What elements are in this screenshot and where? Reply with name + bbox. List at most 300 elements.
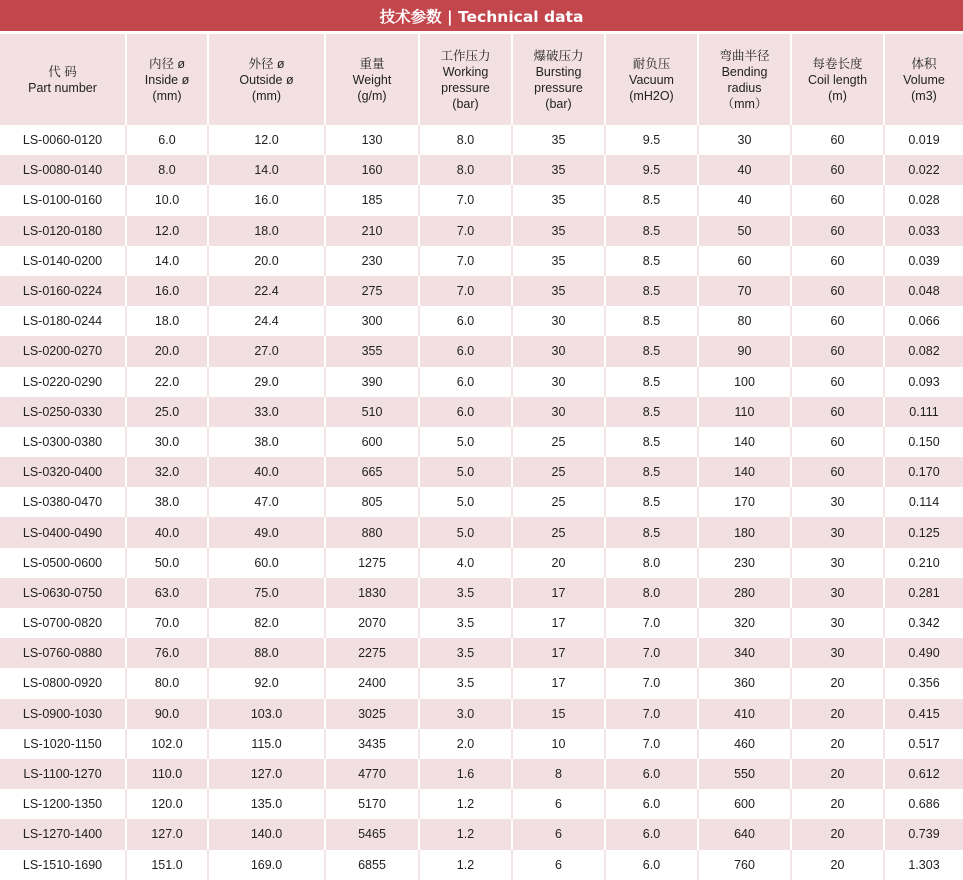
cell-outside-diameter: 82.0 [208,608,325,638]
table-row [0,668,963,698]
cell-vacuum: 8.5 [605,517,698,547]
cell-volume: 0.022 [884,155,963,185]
cell-inside-diameter: 151.0 [126,850,208,880]
table-body [0,125,963,880]
cell-outside-diameter: 92.0 [208,668,325,698]
cell-coil-length: 20 [791,668,884,698]
cell-bursting-pressure: 25 [512,457,605,487]
cell-weight: 390 [325,367,419,397]
cell-vacuum: 8.5 [605,306,698,336]
cell-volume: 0.490 [884,638,963,668]
cell-bursting-pressure: 17 [512,578,605,608]
cell-bursting-pressure: 35 [512,246,605,276]
cell-bursting-pressure: 35 [512,125,605,155]
cell-part-number: LS-0500-0600 [0,548,126,578]
cell-outside-diameter: 103.0 [208,699,325,729]
cell-volume: 0.356 [884,668,963,698]
table-row [0,578,963,608]
cell-coil-length: 60 [791,306,884,336]
cell-bending-radius: 340 [698,638,791,668]
column-header-line: 重量 [359,56,385,71]
cell-coil-length: 20 [791,819,884,849]
cell-volume: 0.028 [884,185,963,215]
cell-vacuum: 8.5 [605,457,698,487]
cell-weight: 355 [325,336,419,366]
cell-working-pressure: 3.5 [419,638,512,668]
cell-vacuum: 7.0 [605,638,698,668]
cell-bending-radius: 640 [698,819,791,849]
cell-part-number: LS-0100-0160 [0,185,126,215]
cell-coil-length: 20 [791,850,884,880]
cell-inside-diameter: 12.0 [126,216,208,246]
column-header-inside-diameter [126,34,208,125]
cell-weight: 3025 [325,699,419,729]
cell-outside-diameter: 60.0 [208,548,325,578]
cell-inside-diameter: 6.0 [126,125,208,155]
cell-weight: 2070 [325,608,419,638]
cell-vacuum: 8.5 [605,185,698,215]
cell-bending-radius: 100 [698,367,791,397]
table-row [0,336,963,366]
column-header-line: Part number [28,80,97,95]
column-header-line: (mm) [152,88,182,103]
column-header-bending-radius [698,34,791,125]
cell-bending-radius: 80 [698,306,791,336]
column-header-coil-length [791,34,884,125]
table-row [0,306,963,336]
cell-bending-radius: 40 [698,155,791,185]
table-row [0,457,963,487]
cell-part-number: LS-0180-0244 [0,306,126,336]
cell-coil-length: 60 [791,336,884,366]
cell-weight: 185 [325,185,419,215]
column-header-line: (mm) [251,88,282,103]
cell-volume: 0.066 [884,306,963,336]
table-row [0,427,963,457]
cell-part-number: LS-0120-0180 [0,216,126,246]
cell-bending-radius: 460 [698,729,791,759]
cell-inside-diameter: 127.0 [126,819,208,849]
cell-coil-length: 60 [791,276,884,306]
cell-inside-diameter: 120.0 [126,789,208,819]
cell-coil-length: 60 [791,367,884,397]
cell-part-number: LS-0140-0200 [0,246,126,276]
cell-volume: 0.170 [884,457,963,487]
cell-outside-diameter: 38.0 [208,427,325,457]
cell-bending-radius: 140 [698,427,791,457]
cell-part-number: LS-1200-1350 [0,789,126,819]
cell-inside-diameter: 30.0 [126,427,208,457]
column-header-line: (bar) [545,96,572,111]
cell-part-number: LS-0160-0224 [0,276,126,306]
column-header-line: 外径 ø [248,56,285,71]
column-header-outside-diameter [208,34,325,125]
cell-bursting-pressure: 10 [512,729,605,759]
column-header-line: pressure [441,80,490,95]
cell-outside-diameter: 16.0 [208,185,325,215]
cell-vacuum: 8.5 [605,216,698,246]
cell-volume: 0.281 [884,578,963,608]
column-header-line: （mm） [721,96,768,111]
cell-outside-diameter: 18.0 [208,216,325,246]
cell-bursting-pressure: 20 [512,548,605,578]
table-row [0,397,963,427]
cell-inside-diameter: 110.0 [126,759,208,789]
cell-outside-diameter: 29.0 [208,367,325,397]
cell-bursting-pressure: 25 [512,517,605,547]
cell-volume: 0.039 [884,246,963,276]
cell-inside-diameter: 50.0 [126,548,208,578]
cell-working-pressure: 3.5 [419,578,512,608]
table-row [0,487,963,517]
cell-outside-diameter: 169.0 [208,850,325,880]
cell-vacuum: 8.5 [605,427,698,457]
cell-inside-diameter: 40.0 [126,517,208,547]
table-row [0,850,963,880]
cell-working-pressure: 5.0 [419,517,512,547]
cell-coil-length: 30 [791,487,884,517]
cell-coil-length: 30 [791,638,884,668]
cell-weight: 5465 [325,819,419,849]
cell-part-number: LS-0700-0820 [0,608,126,638]
cell-bending-radius: 230 [698,548,791,578]
cell-bending-radius: 600 [698,789,791,819]
cell-volume: 0.342 [884,608,963,638]
cell-bending-radius: 760 [698,850,791,880]
cell-weight: 300 [325,306,419,336]
cell-coil-length: 20 [791,729,884,759]
cell-inside-diameter: 14.0 [126,246,208,276]
column-header-line: 内径 ø [148,56,186,71]
cell-vacuum: 8.5 [605,276,698,306]
table-row [0,246,963,276]
table-row [0,276,963,306]
cell-vacuum: 8.5 [605,246,698,276]
cell-outside-diameter: 140.0 [208,819,325,849]
cell-vacuum: 8.5 [605,367,698,397]
cell-volume: 0.033 [884,216,963,246]
column-header-line: Weight [352,72,392,87]
column-header-line: Outside ø [239,72,294,87]
cell-bursting-pressure: 35 [512,216,605,246]
technical-data-table [0,34,963,880]
cell-part-number: LS-0080-0140 [0,155,126,185]
cell-bursting-pressure: 30 [512,336,605,366]
cell-bursting-pressure: 25 [512,427,605,457]
cell-part-number: LS-0400-0490 [0,517,126,547]
cell-volume: 1.303 [884,850,963,880]
column-header-weight [325,34,419,125]
cell-coil-length: 30 [791,608,884,638]
cell-part-number: LS-0300-0380 [0,427,126,457]
cell-inside-diameter: 22.0 [126,367,208,397]
cell-bursting-pressure: 6 [512,819,605,849]
cell-part-number: LS-0380-0470 [0,487,126,517]
cell-volume: 0.111 [884,397,963,427]
cell-coil-length: 60 [791,246,884,276]
cell-bursting-pressure: 6 [512,850,605,880]
cell-outside-diameter: 27.0 [208,336,325,366]
cell-part-number: LS-0900-1030 [0,699,126,729]
cell-volume: 0.612 [884,759,963,789]
column-header-line: 弯曲半径 [719,48,770,63]
table-row [0,729,963,759]
cell-volume: 0.093 [884,367,963,397]
cell-weight: 665 [325,457,419,487]
cell-vacuum: 8.5 [605,336,698,366]
cell-vacuum: 7.0 [605,608,698,638]
column-header-line: 爆破压力 [533,48,584,63]
column-header-part-number [0,34,126,125]
cell-coil-length: 60 [791,185,884,215]
table-row [0,789,963,819]
cell-coil-length: 30 [791,517,884,547]
cell-working-pressure: 7.0 [419,246,512,276]
cell-working-pressure: 3.5 [419,608,512,638]
cell-weight: 2400 [325,668,419,698]
table-row [0,819,963,849]
cell-working-pressure: 5.0 [419,427,512,457]
column-header-line: Inside ø [144,72,190,87]
cell-part-number: LS-0250-0330 [0,397,126,427]
cell-weight: 210 [325,216,419,246]
cell-working-pressure: 1.2 [419,789,512,819]
cell-working-pressure: 1.2 [419,819,512,849]
cell-inside-diameter: 25.0 [126,397,208,427]
column-header-bursting-pressure [512,34,605,125]
cell-vacuum: 8.5 [605,397,698,427]
cell-inside-diameter: 80.0 [126,668,208,698]
cell-part-number: LS-1020-1150 [0,729,126,759]
cell-outside-diameter: 20.0 [208,246,325,276]
cell-part-number: LS-0200-0270 [0,336,126,366]
column-header-line: 工作压力 [440,48,491,63]
cell-volume: 0.210 [884,548,963,578]
cell-volume: 0.150 [884,427,963,457]
cell-weight: 805 [325,487,419,517]
cell-weight: 5170 [325,789,419,819]
cell-working-pressure: 5.0 [419,487,512,517]
cell-bending-radius: 70 [698,276,791,306]
cell-outside-diameter: 115.0 [208,729,325,759]
column-header-line: 每卷长度 [812,56,863,71]
cell-coil-length: 60 [791,427,884,457]
cell-bending-radius: 320 [698,608,791,638]
table-row [0,699,963,729]
cell-weight: 510 [325,397,419,427]
cell-inside-diameter: 20.0 [126,336,208,366]
column-header-line: Volume [903,72,945,87]
table-row [0,216,963,246]
cell-bending-radius: 360 [698,668,791,698]
cell-inside-diameter: 8.0 [126,155,208,185]
cell-outside-diameter: 14.0 [208,155,325,185]
column-header-line: pressure [534,80,583,95]
cell-part-number: LS-1100-1270 [0,759,126,789]
cell-working-pressure: 4.0 [419,548,512,578]
cell-bursting-pressure: 17 [512,638,605,668]
column-header-vacuum [605,34,698,125]
cell-working-pressure: 8.0 [419,155,512,185]
cell-bursting-pressure: 30 [512,367,605,397]
cell-bending-radius: 170 [698,487,791,517]
cell-outside-diameter: 75.0 [208,578,325,608]
cell-part-number: LS-0060-0120 [0,125,126,155]
cell-vacuum: 7.0 [605,668,698,698]
table-row [0,608,963,638]
cell-bending-radius: 280 [698,578,791,608]
cell-working-pressure: 5.0 [419,457,512,487]
cell-inside-diameter: 70.0 [126,608,208,638]
cell-part-number: LS-1270-1400 [0,819,126,849]
cell-weight: 600 [325,427,419,457]
column-header-line: 体积 [911,56,937,71]
cell-bursting-pressure: 35 [512,276,605,306]
cell-coil-length: 30 [791,578,884,608]
cell-bending-radius: 40 [698,185,791,215]
cell-part-number: LS-0800-0920 [0,668,126,698]
table-row [0,367,963,397]
cell-vacuum: 6.0 [605,789,698,819]
column-header-line: Vacuum [629,72,674,87]
cell-vacuum: 7.0 [605,729,698,759]
cell-inside-diameter: 90.0 [126,699,208,729]
column-header-line: (m) [828,88,847,103]
cell-part-number: LS-0320-0400 [0,457,126,487]
cell-working-pressure: 7.0 [419,185,512,215]
cell-bending-radius: 410 [698,699,791,729]
cell-working-pressure: 7.0 [419,216,512,246]
cell-bending-radius: 30 [698,125,791,155]
cell-weight: 160 [325,155,419,185]
cell-outside-diameter: 88.0 [208,638,325,668]
column-header-line: (g/m) [357,88,387,103]
cell-vacuum: 8.5 [605,487,698,517]
column-header-volume [884,34,963,125]
cell-working-pressure: 3.0 [419,699,512,729]
cell-vacuum: 7.0 [605,699,698,729]
cell-weight: 130 [325,125,419,155]
cell-coil-length: 60 [791,216,884,246]
cell-outside-diameter: 33.0 [208,397,325,427]
cell-inside-diameter: 32.0 [126,457,208,487]
cell-coil-length: 30 [791,548,884,578]
cell-working-pressure: 8.0 [419,125,512,155]
cell-working-pressure: 6.0 [419,306,512,336]
cell-volume: 0.686 [884,789,963,819]
table-row [0,125,963,155]
cell-vacuum: 6.0 [605,759,698,789]
cell-outside-diameter: 22.4 [208,276,325,306]
cell-coil-length: 60 [791,397,884,427]
cell-working-pressure: 1.6 [419,759,512,789]
cell-bursting-pressure: 25 [512,487,605,517]
cell-outside-diameter: 135.0 [208,789,325,819]
cell-working-pressure: 7.0 [419,276,512,306]
cell-outside-diameter: 49.0 [208,517,325,547]
cell-weight: 230 [325,246,419,276]
cell-inside-diameter: 63.0 [126,578,208,608]
cell-vacuum: 6.0 [605,850,698,880]
cell-vacuum: 9.5 [605,125,698,155]
cell-bending-radius: 50 [698,216,791,246]
column-header-line: 耐负压 [632,56,671,71]
cell-weight: 3435 [325,729,419,759]
cell-vacuum: 8.0 [605,578,698,608]
cell-outside-diameter: 127.0 [208,759,325,789]
cell-working-pressure: 6.0 [419,367,512,397]
cell-bending-radius: 550 [698,759,791,789]
column-header-line: radius [727,80,762,95]
table-row [0,548,963,578]
cell-outside-diameter: 12.0 [208,125,325,155]
cell-bursting-pressure: 17 [512,668,605,698]
cell-inside-diameter: 76.0 [126,638,208,668]
cell-weight: 1275 [325,548,419,578]
cell-working-pressure: 3.5 [419,668,512,698]
cell-outside-diameter: 40.0 [208,457,325,487]
cell-volume: 0.048 [884,276,963,306]
table-header [0,34,963,125]
cell-part-number: LS-1510-1690 [0,850,126,880]
cell-volume: 0.019 [884,125,963,155]
cell-bending-radius: 180 [698,517,791,547]
cell-part-number: LS-0760-0880 [0,638,126,668]
cell-volume: 0.415 [884,699,963,729]
cell-bursting-pressure: 30 [512,397,605,427]
page-title [0,0,963,31]
cell-weight: 1830 [325,578,419,608]
cell-bending-radius: 90 [698,336,791,366]
header-row [0,34,963,125]
cell-bursting-pressure: 35 [512,185,605,215]
cell-inside-diameter: 102.0 [126,729,208,759]
cell-inside-diameter: 10.0 [126,185,208,215]
cell-bursting-pressure: 30 [512,306,605,336]
column-header-line: 代 码 [48,64,77,79]
cell-bursting-pressure: 35 [512,155,605,185]
cell-volume: 0.517 [884,729,963,759]
cell-bursting-pressure: 17 [512,608,605,638]
column-header-line: (mH2O) [629,88,674,103]
column-header-line: (m3) [911,88,937,103]
cell-bending-radius: 140 [698,457,791,487]
title-text: 技术参数 | Technical data [379,7,584,26]
column-header-line: Coil length [807,72,868,87]
cell-working-pressure: 6.0 [419,336,512,366]
column-header-line: Bursting [535,64,582,79]
cell-inside-diameter: 18.0 [126,306,208,336]
cell-vacuum: 6.0 [605,819,698,849]
cell-bending-radius: 60 [698,246,791,276]
cell-bending-radius: 110 [698,397,791,427]
cell-weight: 2275 [325,638,419,668]
cell-weight: 880 [325,517,419,547]
cell-volume: 0.739 [884,819,963,849]
cell-coil-length: 60 [791,155,884,185]
cell-working-pressure: 6.0 [419,397,512,427]
table-row [0,185,963,215]
cell-working-pressure: 2.0 [419,729,512,759]
cell-coil-length: 20 [791,759,884,789]
cell-working-pressure: 1.2 [419,850,512,880]
cell-coil-length: 60 [791,125,884,155]
cell-outside-diameter: 24.4 [208,306,325,336]
cell-vacuum: 8.0 [605,548,698,578]
cell-volume: 0.082 [884,336,963,366]
cell-vacuum: 9.5 [605,155,698,185]
column-header-line: Bending [721,64,768,79]
